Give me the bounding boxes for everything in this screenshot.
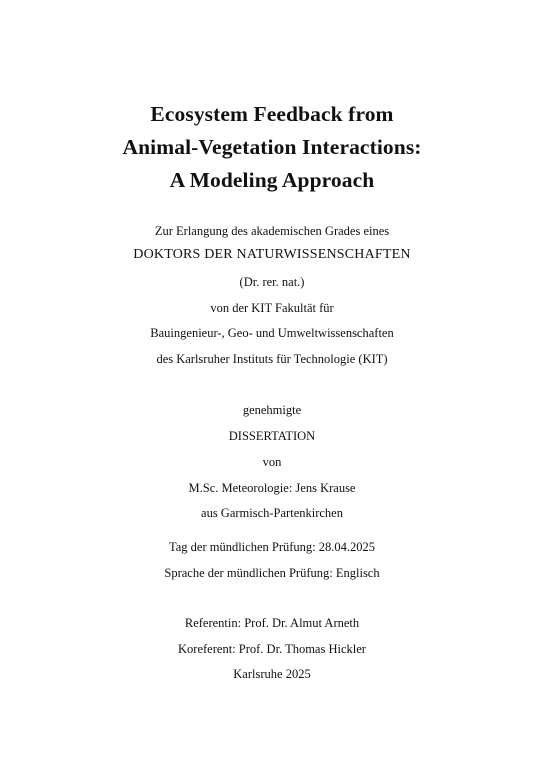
degree-abbrev: (Dr. rer. nat.)	[239, 275, 305, 289]
approved-label: genehmigte	[242, 403, 302, 417]
referee: Referentin: Prof. Dr. Almut Arneth	[184, 616, 360, 630]
thesis-title-line-2: Animal-Vegetation Interactions:	[122, 135, 422, 159]
exam-language: Sprache der mündlichen Prüfung: Englisch	[164, 566, 380, 580]
by-label: von	[262, 455, 282, 469]
author-name: M.Sc. Meteorologie: Jens Krause	[188, 481, 356, 495]
thesis-title-line-3: A Modeling Approach	[169, 168, 375, 192]
thesis-title-line-1: Ecosystem Feedback from	[150, 102, 394, 126]
dissertation-label: DISSERTATION	[228, 429, 316, 443]
degree-intro: Zur Erlangung des akademischen Grades eines	[154, 224, 390, 238]
coreferee: Koreferent: Prof. Dr. Thomas Hickler	[178, 642, 366, 656]
author-origin: aus Garmisch-Partenkirchen	[201, 506, 343, 520]
degree-name: DOKTORS DER NATURWISSENSCHAFTEN	[133, 247, 411, 262]
exam-date: Tag der mündlichen Prüfung: 28.04.2025	[168, 540, 376, 554]
institute-name: des Karlsruher Instituts für Technologie (KIT)	[156, 352, 388, 366]
faculty-name: Bauingenieur-, Geo- und Umweltwissenschaften	[150, 326, 394, 340]
place-year: Karlsruhe 2025	[233, 667, 311, 681]
faculty-intro: von der KIT Fakultät für	[210, 301, 334, 315]
